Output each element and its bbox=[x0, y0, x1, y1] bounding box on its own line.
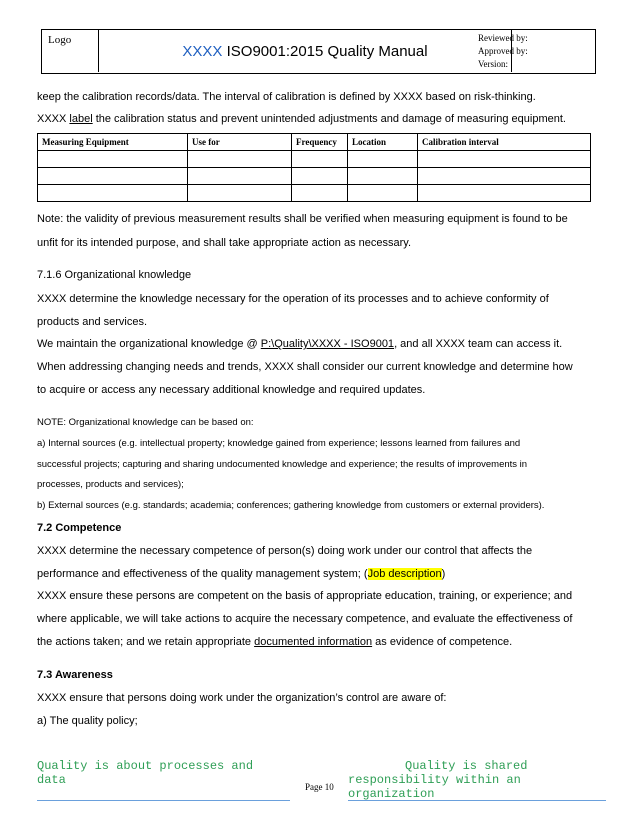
page-number: Page 10 bbox=[305, 782, 334, 792]
text: performance and effectiveness of the quality management system; ( bbox=[37, 568, 368, 580]
note-line: a) Internal sources (e.g. intellectual property; knowledge gained from experience; lessons learned from failures and bbox=[37, 438, 521, 449]
documented-information-link[interactable]: documented information bbox=[254, 636, 373, 648]
paragraph-line: a) The quality policy; bbox=[37, 715, 138, 727]
table-cell[interactable] bbox=[292, 185, 348, 202]
table-cell[interactable] bbox=[418, 151, 591, 168]
paragraph-line: where applicable, we will take actions to acquire the necessary competence, and evaluate the effectiveness of bbox=[37, 613, 573, 625]
paragraph-line: XXXX ensure that persons doing work under the organization’s control are aware of: bbox=[37, 692, 447, 704]
text: the calibration status and prevent unintended adjustments and damage of measuring equipment. bbox=[92, 113, 566, 125]
section-heading-7-1-6: 7.1.6 Organizational knowledge bbox=[37, 269, 192, 281]
label-link[interactable]: label bbox=[69, 113, 93, 125]
table-cell[interactable] bbox=[188, 151, 292, 168]
paragraph-calibration-label bbox=[37, 112, 566, 126]
calibration-table bbox=[37, 133, 591, 202]
footer-text: responsibility within an bbox=[348, 773, 521, 787]
footer-right-quote bbox=[348, 759, 606, 801]
job-description-highlight[interactable]: Job description bbox=[367, 568, 442, 580]
section-heading-7-2: 7.2 Competence bbox=[37, 522, 122, 534]
column-header: Use for bbox=[188, 134, 292, 151]
text: , and all XXXX team can access it. bbox=[394, 338, 563, 350]
table-cell[interactable] bbox=[188, 185, 292, 202]
table-cell[interactable] bbox=[38, 151, 188, 168]
table-cell[interactable] bbox=[348, 151, 418, 168]
note-line: unfit for its intended purpose, and shall take appropriate action as necessary. bbox=[37, 237, 412, 249]
paragraph-line: XXXX determine the necessary competence of person(s) doing work under our control that affects the bbox=[37, 545, 533, 557]
title-text: ISO9001:2015 Quality Manual bbox=[222, 43, 428, 60]
note-line: NOTE: Organizational knowledge can be based on: bbox=[37, 417, 254, 428]
note-line: processes, products and services); bbox=[37, 479, 184, 490]
table-row bbox=[38, 185, 591, 202]
approved-by: Approved by: bbox=[478, 46, 528, 56]
paragraph-line bbox=[37, 567, 445, 581]
section-heading-7-3: 7.3 Awareness bbox=[37, 669, 113, 681]
table-cell[interactable] bbox=[38, 168, 188, 185]
table-cell[interactable] bbox=[348, 168, 418, 185]
paragraph-line bbox=[37, 635, 512, 649]
reviewed-by: Reviewed by: bbox=[478, 33, 528, 43]
table-cell[interactable] bbox=[292, 151, 348, 168]
document-header bbox=[41, 29, 596, 74]
title-brand: XXXX bbox=[182, 43, 223, 60]
paragraph-line bbox=[37, 337, 562, 351]
version: Version: bbox=[478, 59, 508, 69]
note-line: successful projects; capturing and sharing undocumented knowledge and experience; the results of improvements in bbox=[37, 459, 528, 470]
table-row bbox=[38, 168, 591, 185]
document-title bbox=[99, 30, 512, 72]
footer-text: organization bbox=[348, 787, 435, 801]
note-line: Note: the validity of previous measurement results shall be verified when measuring equipment is found to be bbox=[37, 213, 568, 225]
column-header: Location bbox=[348, 134, 418, 151]
column-header: Frequency bbox=[292, 134, 348, 151]
column-header: Measuring Equipment bbox=[38, 134, 188, 151]
text: XXXX bbox=[37, 113, 70, 125]
table-row bbox=[38, 151, 591, 168]
table-cell[interactable] bbox=[418, 185, 591, 202]
table-cell[interactable] bbox=[188, 168, 292, 185]
text: We maintain the organizational knowledge @ bbox=[37, 338, 261, 350]
text: the actions taken; and we retain appropriate bbox=[37, 636, 255, 648]
paragraph-line: XXXX ensure these persons are competent on the basis of appropriate education, training, or experience; and bbox=[37, 590, 573, 602]
paragraph-line: XXXX determine the knowledge necessary for the operation of its processes and to achieve conformity of bbox=[37, 293, 549, 305]
table-cell[interactable] bbox=[38, 185, 188, 202]
table-cell[interactable] bbox=[348, 185, 418, 202]
text: as evidence of competence. bbox=[372, 636, 513, 648]
footer-text: Quality is shared bbox=[405, 759, 528, 773]
footer-text: Quality is about processes and bbox=[37, 759, 254, 773]
paragraph-line: products and services. bbox=[37, 316, 148, 328]
quality-folder-link[interactable]: P:\Quality\XXXX - ISO9001 bbox=[260, 338, 395, 350]
text: ) bbox=[441, 568, 446, 580]
note-line: b) External sources (e.g. standards; academia; conferences; gathering knowledge from customers or external providers). bbox=[37, 500, 545, 511]
footer-left-quote bbox=[37, 759, 290, 801]
logo-cell: Logo bbox=[42, 30, 99, 72]
footer-text: data bbox=[37, 773, 66, 787]
table-header-row bbox=[38, 134, 591, 151]
table-cell[interactable] bbox=[418, 168, 591, 185]
paragraph-line: to acquire or access any necessary additional knowledge and required updates. bbox=[37, 384, 426, 396]
table-cell[interactable] bbox=[292, 168, 348, 185]
paragraph-calibration-records: keep the calibration records/data. The interval of calibration is defined by XXXX based on risk-thinking. bbox=[37, 91, 536, 103]
paragraph-line: When addressing changing needs and trends, XXXX shall consider our current knowledge and determine how bbox=[37, 361, 573, 373]
review-meta bbox=[474, 32, 594, 71]
column-header: Calibration interval bbox=[418, 134, 591, 151]
